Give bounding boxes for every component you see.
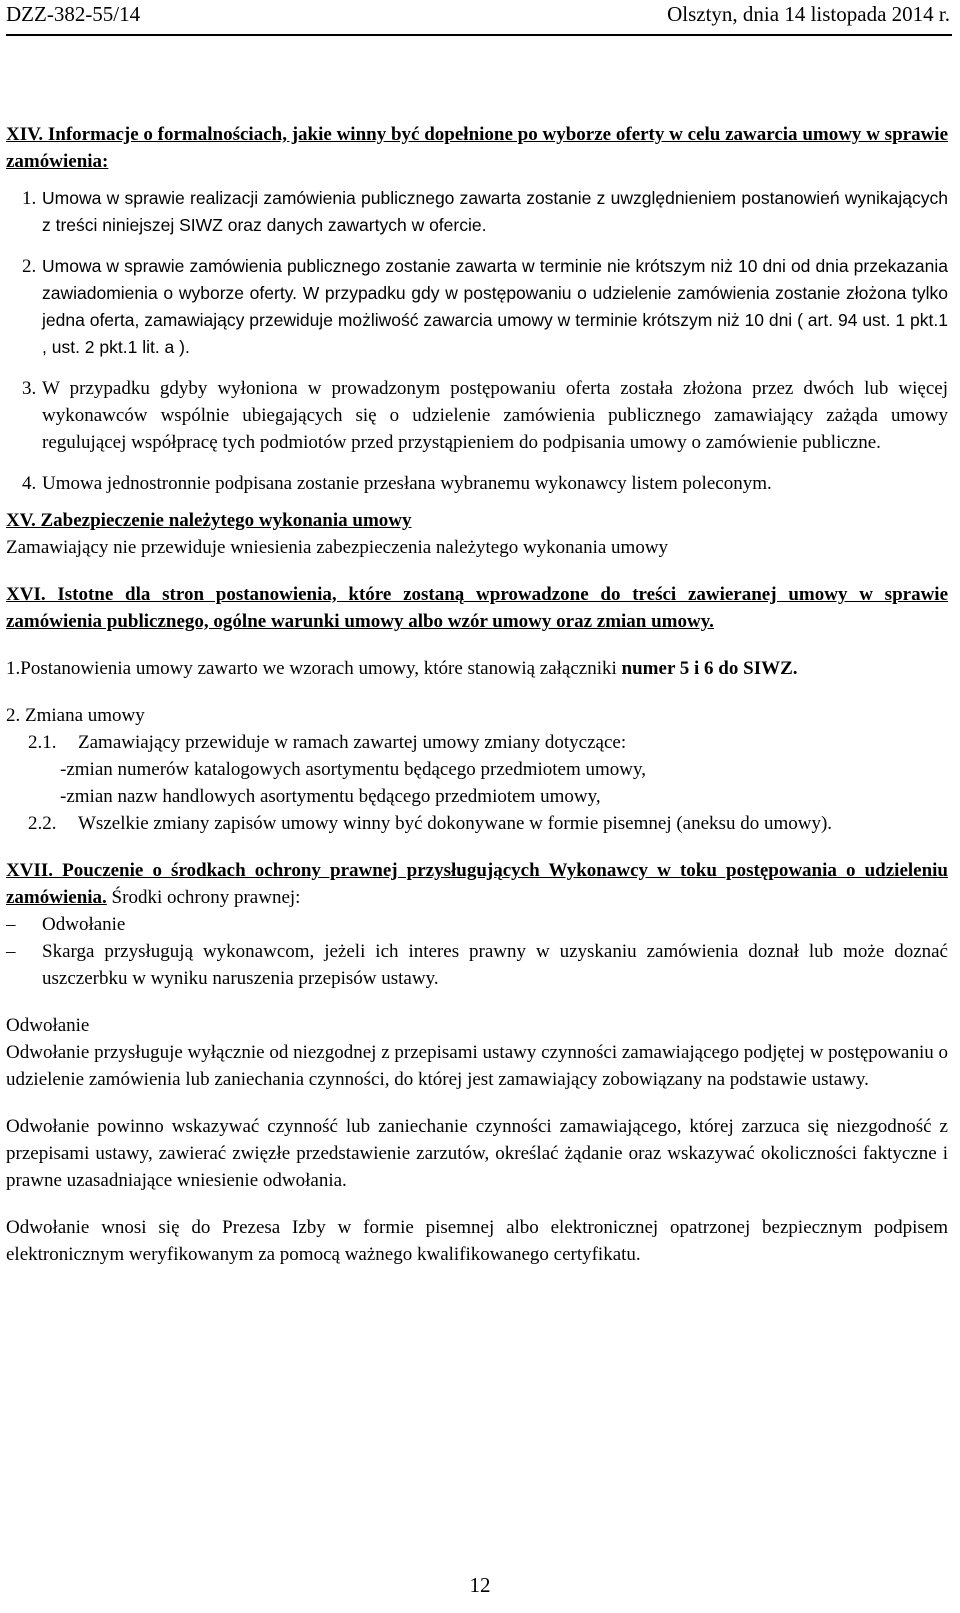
section-xvi-point-2-2: 2.2. Wszelkie zmiany zapisów umowy winny być dokonywane w formie pisemnej (aneksu do umowy).	[28, 813, 833, 834]
page-number: 12	[469, 1573, 491, 1597]
section-xvi-point-2-1: 2.1. Zamawiający przewiduje w ramach zawartej umowy zmiany dotyczące:	[28, 732, 627, 753]
appeal-heading: Odwołanie	[6, 1015, 90, 1036]
remedy-item-appeal: – Odwołanie	[6, 911, 948, 938]
appeal-paragraph-3: Odwołanie wnosi się do Prezesa Izby w formie pisemnej albo elektronicznej opatrzonej bezpiecznym podpisem elektronicznym weryfikowanym za pomocą ważnego kwalifikowanego certyfikatu.	[6, 1217, 948, 1265]
document-body	[6, 121, 948, 1268]
appeal-paragraph-1: Odwołanie przysługuje wyłącznie od niezgodnej z przepisami ustawy czynności zamawiającego podjętej w postępowaniu o udzielenie zamówienia lub zaniechania czynności, do której jest zamawiający zobowiązany na podstawie ustawy.	[6, 1042, 948, 1090]
document-reference: DZZ-382-55/14	[6, 2, 141, 26]
dash-bullet: –	[6, 941, 16, 962]
section-xiv-title: XIV. Informacje o formalnościach, jakie winny być dopełnione po wyborze oferty w celu zawarcia umowy w sprawie zamówienia:	[6, 124, 948, 172]
section-xiv-item-3: 3. W przypadku gdyby wyłoniona w prowadzonym postępowaniu oferta została złożona przez dwóch lub więcej wykonawców wspólnie ubiegających się o udzielenie zamówienia publicznego zamawiający zażąda umowy regulującej współpracę tych podmiotów przed przystąpieniem do podpisania umowy o zamówienie publiczne.	[22, 378, 948, 453]
appeal-paragraph-2: Odwołanie powinno wskazywać czynność lub zaniechanie czynności zamawiającego, której zarzuca się niezgodność z przepisami ustawy, zawierać zwięzłe przedstawienie zarzutów, określać żądanie oraz wskazywać okoliczności faktyczne i prawne uzasadniające wniesienie odwołania.	[6, 1116, 948, 1191]
place-and-date: Olsztyn, dnia 14 listopada 2014 r.	[667, 2, 950, 26]
section-xvi-title: XVI. Istotne dla stron postanowienia, które zostaną wprowadzone do treści zawieranej umowy w sprawie zamówienia publicznego, ogólne warunki umowy albo wzór umowy oraz zmian umowy.	[6, 584, 948, 632]
section-xv-body: Zamawiający nie przewiduje wniesienia zabezpieczenia należytego wykonania umowy	[6, 537, 669, 558]
section-xv-title: XV. Zabezpieczenie należytego wykonania umowy	[6, 510, 412, 531]
change-item-trade-names: -zmian nazw handlowych asortymentu będącego przedmiotem umowy,	[60, 786, 601, 807]
remedy-item-complaint: – Skarga przysługują wykonawcom, jeżeli ich interes prawny w uzyskaniu zamówienia doznał lub może doznać uszczerbku w wyniku naruszenia przepisów ustawy.	[6, 938, 948, 992]
section-xiv-item-1: 1. Umowa w sprawie realizacji zamówienia publicznego zawarta zostanie z uwzględnieniem postanowień wynikających z treści niniejszej SIWZ oraz danych zawartych w ofercie.	[22, 188, 948, 235]
section-xiv-item-4: 4. Umowa jednostronnie podpisana zostanie przesłana wybranemu wykonawcy listem poleconym.	[22, 473, 772, 494]
section-xvi-point-1: 1.Postanowienia umowy zawarto we wzorach umowy, które stanowią załączniki numer 5 i 6 do SIWZ.	[6, 658, 798, 679]
page-header	[6, 2, 950, 32]
header-rule	[6, 34, 952, 36]
section-xvii-title: XVII. Pouczenie o środkach ochrony prawnej przysługujących Wykonawcy w toku postępowania o udzieleniu zamówienia. Środki ochrony prawnej:	[6, 860, 948, 908]
section-xiv-item-2: 2. Umowa w sprawie zamówienia publicznego zostanie zawarta w terminie nie krótszym niż 10 dni od dnia przekazania zawiadomienia o wyborze oferty. W przypadku gdy w postępowaniu o udzielenie zamówienia zostanie złożona tylko jedna oferta, zamawiający przewiduje możliwość zawarcia umowy w terminie krótszym niż 10 dni ( art. 94 ust. 1 pkt.1 , ust. 2 pkt.1 lit. a ).	[22, 256, 948, 357]
dash-bullet: –	[6, 914, 16, 935]
section-xvi-point-2: 2. Zmiana umowy	[6, 705, 145, 726]
change-item-catalog-numbers: -zmian numerów katalogowych asortymentu będącego przedmiotem umowy,	[60, 759, 647, 780]
